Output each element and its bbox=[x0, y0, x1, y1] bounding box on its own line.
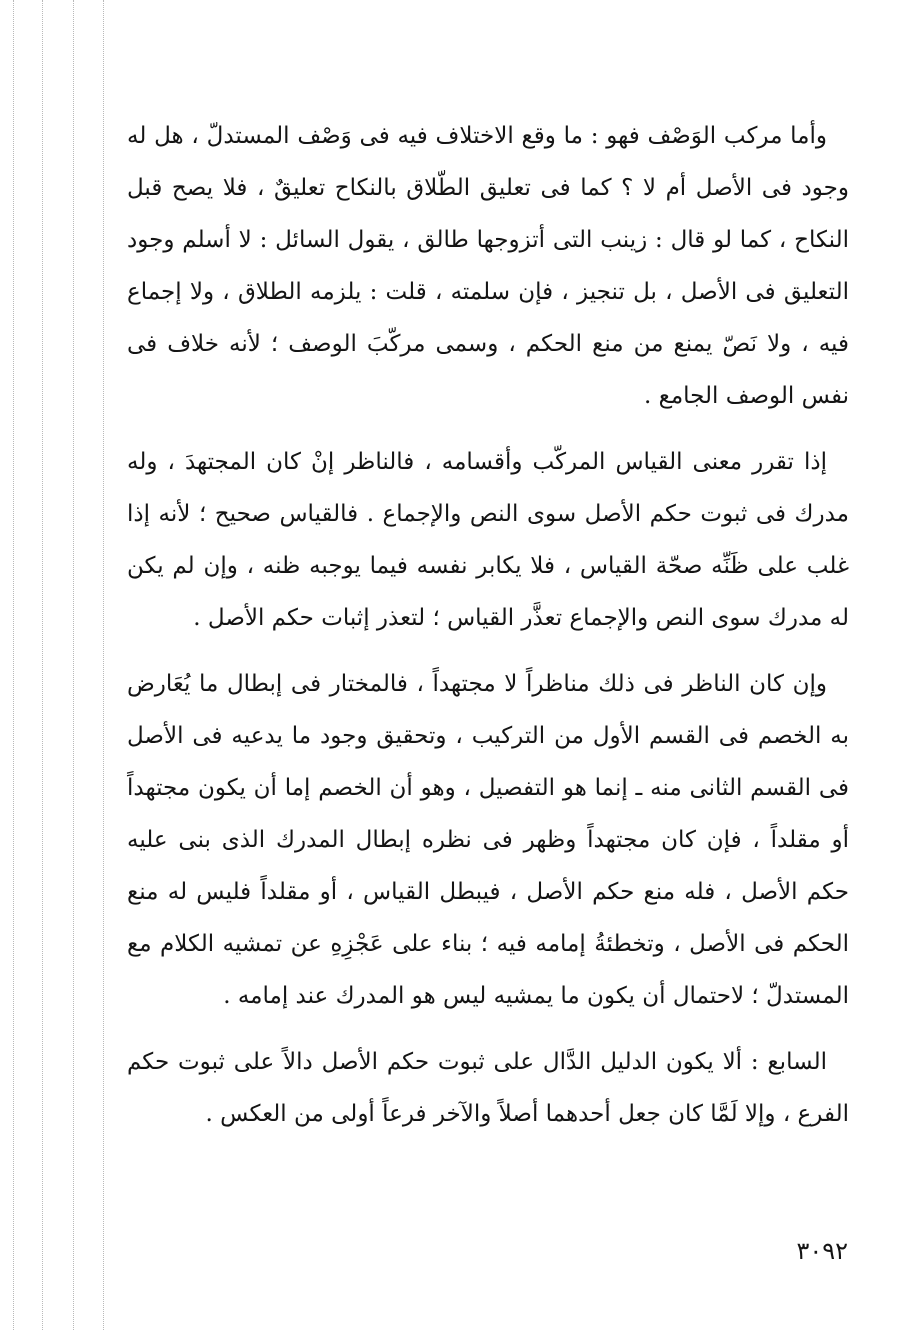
margin-guide-line bbox=[42, 0, 43, 1330]
paragraph: السابع : ألا يكون الدليل الدَّال على ثبوت حكم الأصل دالاً على ثبوت حكم الفرع ، وإلا لَمَّا كان جعل أحدهما أصلاً والآخر فرعاً أولى من العكس . bbox=[127, 1049, 849, 1127]
paragraph: إذا تقرر معنى القياس المركّب وأقسامه ، فالناظر إنْ كان المجتهدَ ، وله مدرك فى ثبوت حكم الأصل سوى النص والإجماع . فالقياس صحيح ؛ لأنه إذا غلب على ظَنِّه صحّة القياس ، فلا يكابر نفسه فيما يوجبه ظنه ، وإن لم يكن له مدرك سوى النص والإجماع تعذَّر القياس ؛ لتعذر إثبات حكم الأصل . bbox=[127, 449, 849, 631]
margin-guide-line bbox=[103, 0, 104, 1330]
page-number: ٣٠٩٢ bbox=[796, 1237, 848, 1265]
paragraph: وأما مركب الوَصْف فهو : ما وقع الاختلاف فيه فى وَصْف المستدلّ ، هل له وجود فى الأصل أم لا ؟ كما فى تعليق الطّلاق بالنكاح تعليقٌ ، فلا يصح قبل النكاح ، كما لو قال : زينب التى أتزوجها طالق ، يقول السائل : لا أسلم وجود التعليق فى الأصل ، بل تنجيز ، فإن سلمته ، قلت : يلزمه الطلاق ، ولا إجماع فيه ، ولا نَصّ يمنع من منع الحكم ، وسمى مركّبَ الوصف ؛ لأنه خلاف فى نفس الوصف الجامع . bbox=[127, 123, 849, 409]
paragraph: وإن كان الناظر فى ذلك مناظراً لا مجتهداً ، فالمختار فى إبطال ما يُعَارض به الخصم فى القسم الأول من التركيب ، وتحقيق وجود ما يدعيه فى الأصل فى القسم الثانى منه ـ إنما هو التفصيل ، وهو أن الخصم إما أن يكون مجتهداً أو مقلداً ، فإن كان مجتهداً وظهر فى نظره إبطال المدرك الذى بنى عليه حكم الأصل ، فله منع حكم الأصل ، فيبطل القياس ، أو مقلداً فليس له منع الحكم فى الأصل ، وتخطئةُ إمامه فيه ؛ بناء على عَجْزِهِ عن تمشيه الكلام مع المستدلّ ؛ لاحتمال أن يكون ما يمشيه ليس هو المدرك عند إمامه . bbox=[127, 671, 849, 1009]
margin-guide-line bbox=[73, 0, 74, 1330]
page-body bbox=[127, 110, 849, 1154]
margin-guide-line bbox=[13, 0, 14, 1330]
